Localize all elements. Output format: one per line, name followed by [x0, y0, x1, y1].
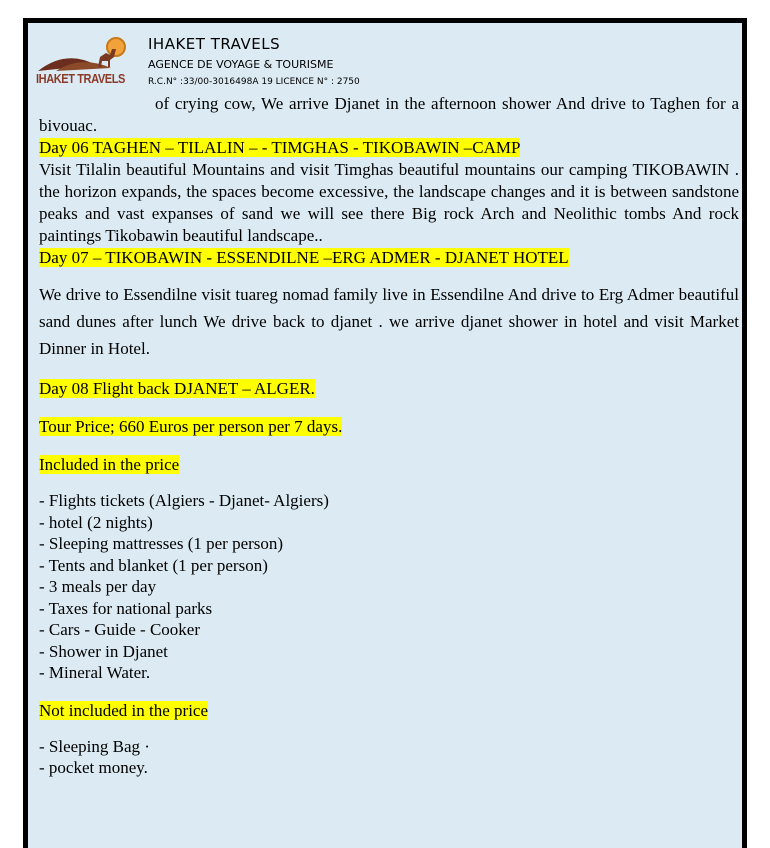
day08-title-text: Day 08 Flight back DJANET – ALGER. — [39, 379, 315, 398]
camel-sun-logo-icon — [36, 35, 136, 75]
list-item: - Taxes for national parks — [39, 598, 213, 618]
not-included-title-text: Not included in the price — [39, 700, 209, 720]
company-registration: R.C.N° :33/00-3016498A 19 LICENCE N° : 2750 — [148, 77, 360, 87]
day08-title — [39, 378, 739, 400]
intro-paragraph: of crying cow, We arrive Djanet in the afternoon shower And drive to Taghen for a bivouac. — [39, 94, 739, 135]
list-item: - Flights tickets (Algiers - Djanet- Algiers) — [39, 491, 329, 510]
document-page — [23, 18, 747, 848]
not-included-list — [39, 736, 739, 779]
day07-title — [39, 247, 739, 269]
included-title-text: Included in the price — [39, 455, 180, 474]
company-logo — [36, 35, 136, 95]
not-included-title — [39, 700, 739, 722]
included-list — [39, 490, 739, 684]
tour-price — [39, 416, 739, 438]
day07-title-text: Day 07 – TIKOBAWIN - ESSENDILNE –ERG ADMER - DJANET HOTEL — [39, 248, 569, 267]
day06-title — [39, 137, 739, 159]
list-item: - 3 meals per day — [39, 577, 157, 596]
itinerary-content — [39, 93, 739, 779]
company-name: IHAKET TRAVELS — [148, 35, 281, 53]
day07-description: We drive to Essendilne visit tuareg nomad family live in Essendilne And drive to Erg Admer beautiful sand dunes after lunch We drive back to djanet . we arrive djanet shower in hotel and visit Market Dinner in Hotel. — [39, 285, 739, 358]
tour-price-text: Tour Price; 660 Euros per person per 7 days. — [39, 417, 343, 436]
day06-title-text: Day 06 TAGHEN – TILALIN – - TIMGHAS - TIKOBAWIN –CAMP — [39, 138, 521, 157]
included-title — [39, 454, 739, 476]
list-item: - Sleeping Bag · — [39, 736, 150, 756]
list-item: - Sleeping mattresses (1 per person) — [39, 534, 284, 553]
day06-description: Visit Tilalin beautiful Mountains and visit Timghas beautiful mountains our camping TIKOBAWIN . the horizon expands, the spaces become excessive, the landscape changes and it is between sandstone peaks and vast expanses of sand we will see there Big rock Arch and Neolithic tombs And rock paintings Tikobawin beautiful landscape.. — [39, 160, 739, 245]
list-item: - Shower in Djanet — [39, 641, 168, 661]
list-item: - hotel (2 nights) — [39, 512, 153, 532]
company-subtitle: AGENCE DE VOYAGE & TOURISME — [148, 58, 334, 71]
list-item: - Cars - Guide - Cooker — [39, 620, 200, 639]
list-item: - pocket money. — [39, 758, 148, 777]
list-item: - Tents and blanket (1 per person) — [39, 555, 268, 575]
list-item: - Mineral Water. — [39, 663, 151, 682]
logo-wordmark: IHAKET TRAVELS — [36, 71, 126, 86]
